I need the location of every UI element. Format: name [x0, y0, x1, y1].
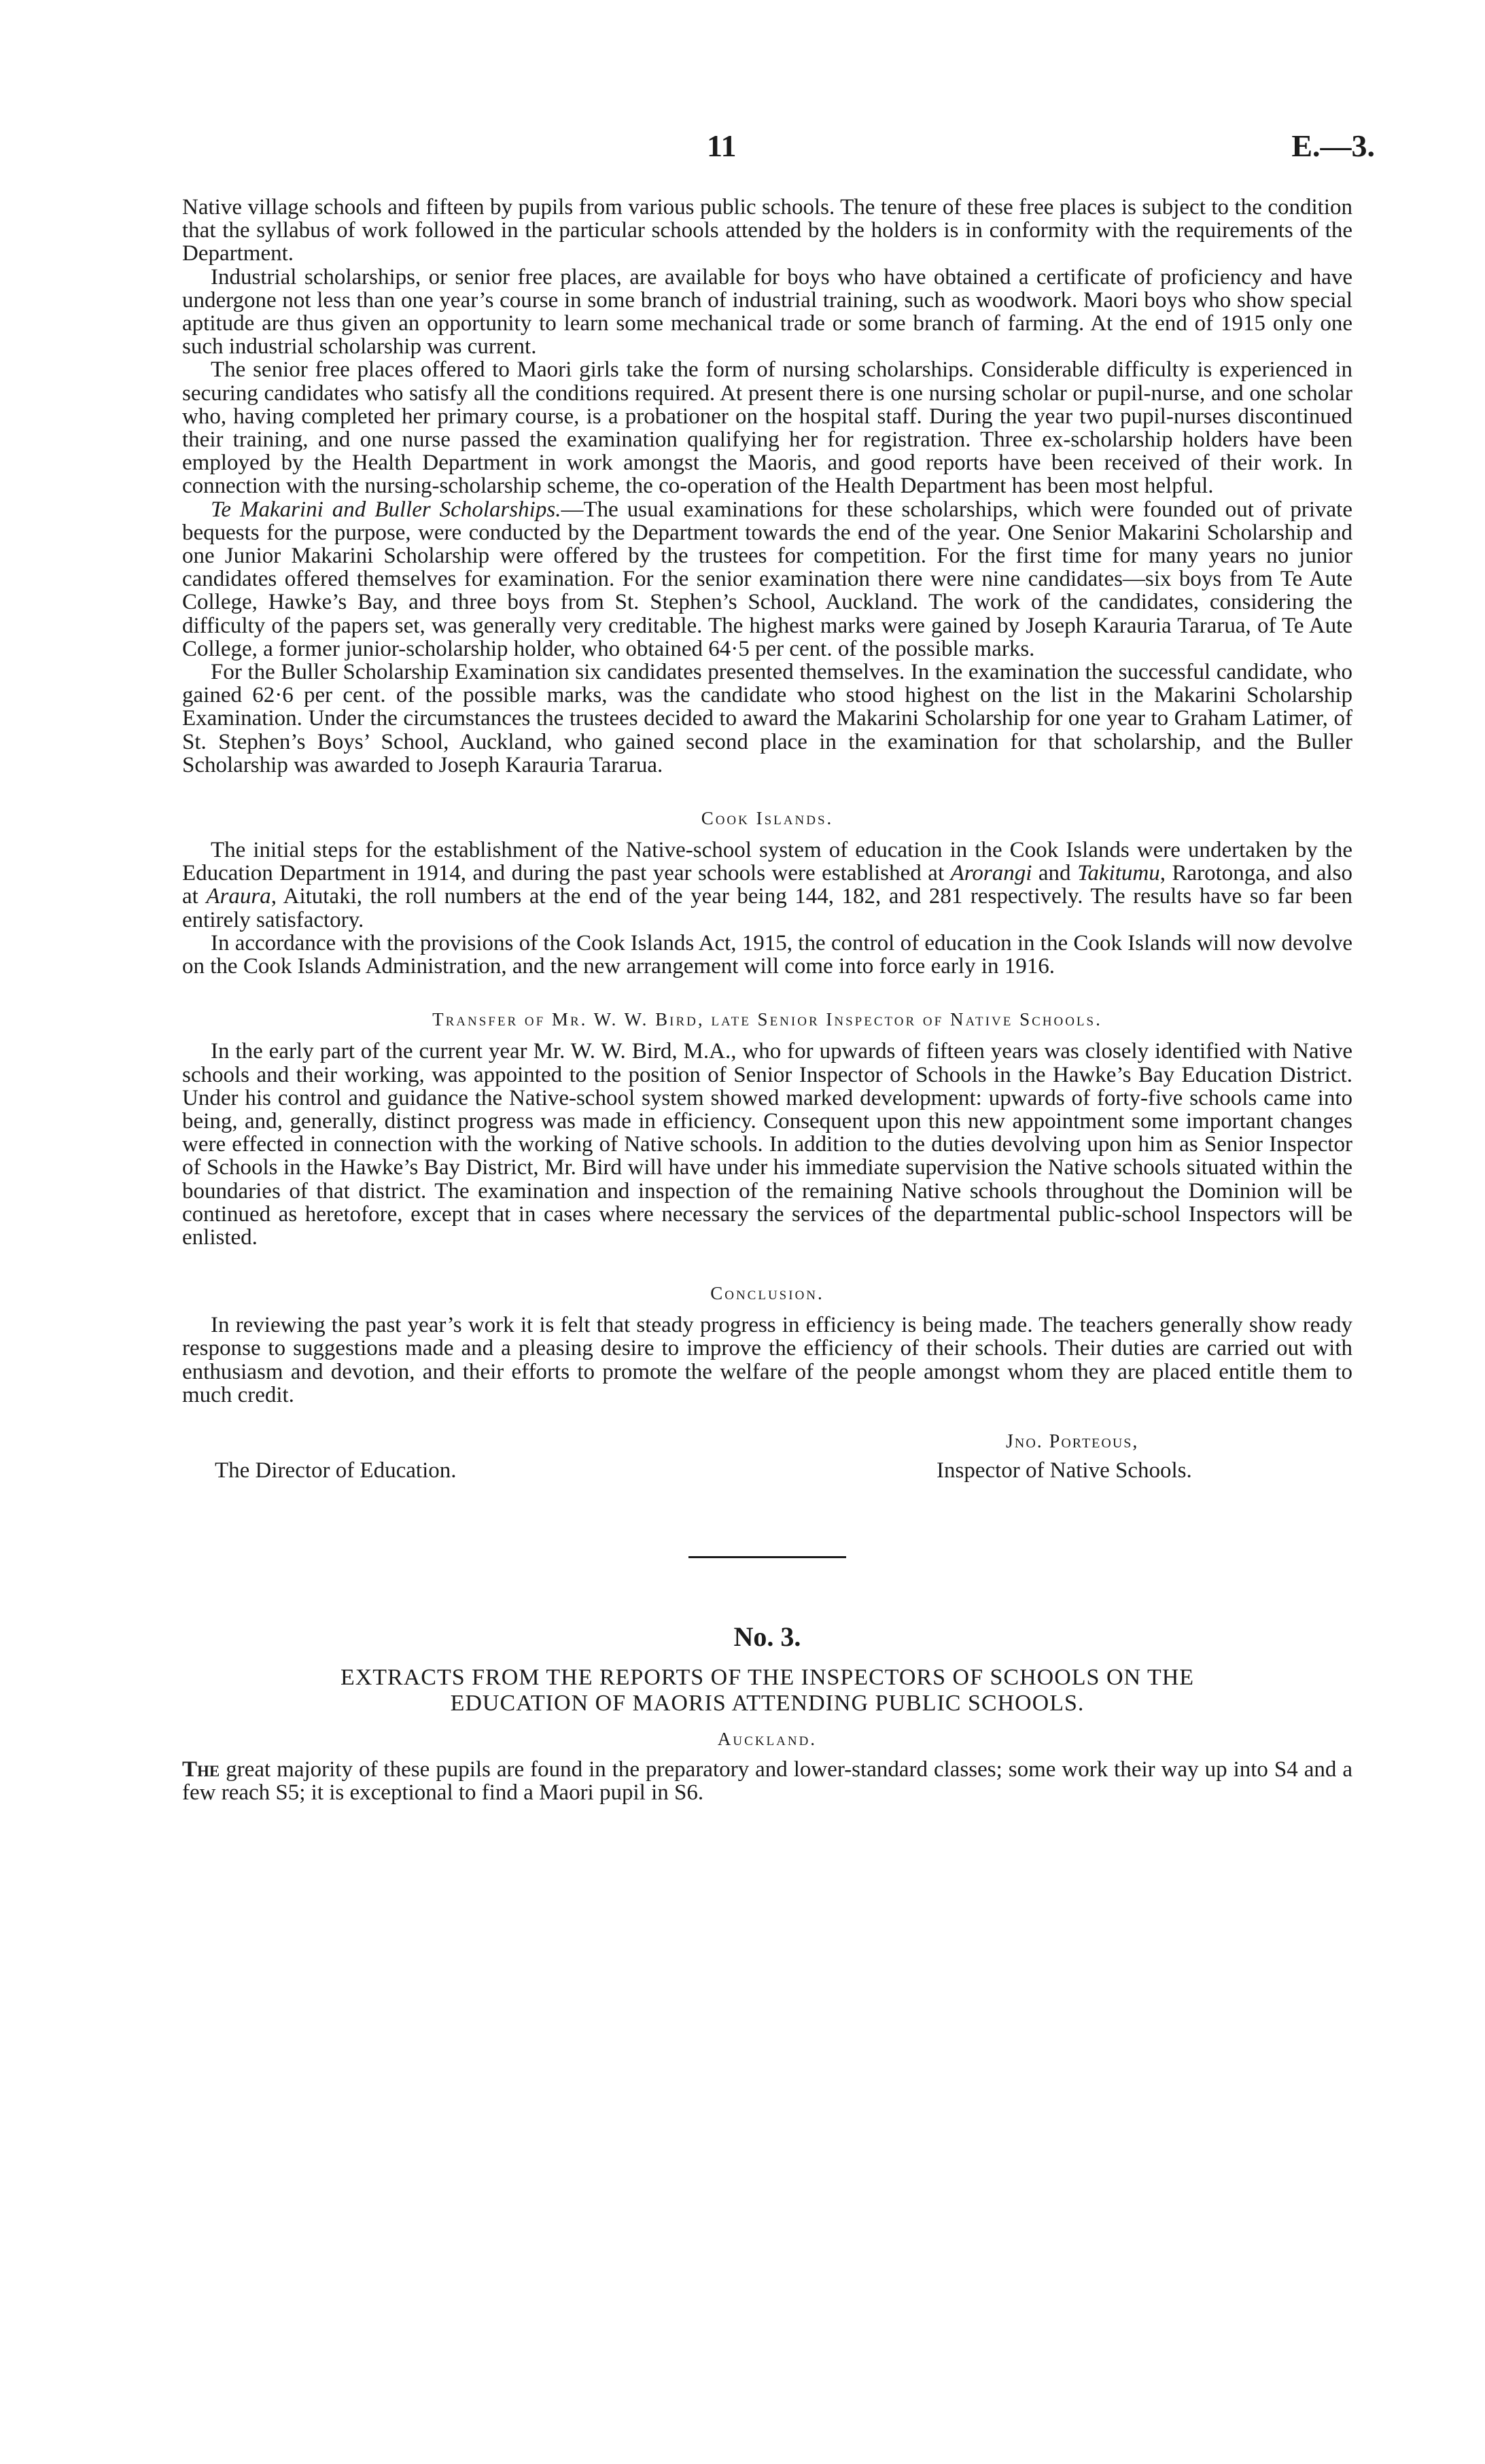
auckland-text: great majority of these pupils are found in the preparatory and lower-standard classes; some work their way up into S4 and a few reach S5; it is exceptional to find a Maori pupil in S6. [182, 1757, 1352, 1806]
signatory-name: Jno. Porteous, [1006, 1430, 1139, 1452]
addressee: The Director of Education. [215, 1458, 457, 1483]
paragraph-free-places-tenure: Native village schools and fifteen by pupils from various public schools. The tenure of these free places is subject to the condition that the syllabus of work followed in the particular schools attended by the holders is in conformity with the requirements of the Department. [182, 195, 1352, 266]
signature-block [182, 1431, 1352, 1496]
heading-conclusion: Conclusion. [710, 1283, 824, 1304]
body-text [182, 196, 1352, 1804]
paragraph-cook-islands-schools [182, 839, 1352, 932]
paragraph-conclusion: In reviewing the past year’s work it is felt that steady progress in efficiency is being made. The teachers generally show ready response to suggestions made and a pleasing desire to improve the efficiency of their schools. Their duties are carried out with enthusiasm and devotion, and their efforts to promote the welfare of the people amongst whom they are placed entitle them to much credit. [182, 1313, 1352, 1407]
makarini-buller-text: —The usual examinations for these scholarships, which were founded out of private bequests for the purpose, were conducted by the Department towards the end of the year. One Senior Makarini Scholarship and one Junior Makarini Scholarship were offered by the trustees for competition. For the first time for many years no junior candidates offered themselves for examination. For the senior examination there were nine candidates—six boys from Te Aute College, Hawke’s Bay, and three boys from St. Stephen’s School, Auckland. The work of the candidates, considering the difficulty of the papers set, was generally very creditable. The highest marks were gained by Joseph Karauria Tararua, of Te Aute College, a former junior-scholarship holder, who obtained 64·5 per cent. of the possible marks. [182, 497, 1352, 661]
section-number: No. 3. [733, 1621, 801, 1652]
auckland-lead-word: The [182, 1757, 220, 1782]
makarini-buller-lead: Te Makarini and Buller Scholarships. [211, 497, 561, 522]
paragraph-transfer-bird: In the early part of the current year Mr. W. W. Bird, M.A., who for upwards of fifteen years was closely identified with Native schools and their working, was appointed to the position of Senior Inspector of Schools in the Hawke’s Bay Education District. Under his control and guidance the Native-school system showed marked development: upwards of forty-five schools came into being, and, generally, distinct progress was made in efficiency. Consequent upon this new appointment some important changes were effected in connection with the working of Native schools. In addition to the duties devolving upon him as Senior Inspector of Schools in the Hawke’s Bay District, Mr. Bird will have under his immediate supervision the Native schools situated within the boundaries of that district. The examination and inspection of the remaining Native schools throughout the Dominion will be continued as heretofore, except that in cases where necessary the services of the departmental public-school Inspectors will be enlisted. [182, 1039, 1352, 1250]
cook-text-d: , Aitutaki, the roll numbers at the end of the year being 144, 182, and 281 respectively. The results have so far been entirely satisfactory. [182, 884, 1352, 932]
page-header [0, 128, 1485, 175]
document-code: E.—3. [1291, 128, 1375, 163]
signatory-title: Inspector of Native Schools. [937, 1458, 1192, 1483]
paragraph-buller-examination: For the Buller Scholarship Examination six candidates presented themselves. In the examination the successful candidate, who gained 62·6 per cent. of the possible marks, was the candidate who stood highest on the list in the Makarini Scholarship Examination. Under the circumstances the trustees decided to award the Makarini Scholarship for one year to Graham Latimer, of St. Stephen’s Boys’ School, Auckland, who gained second place in the examination for that scholarship, and the Buller Scholarship was awarded to Joseph Karauria Tararua. [182, 660, 1352, 777]
page-number: 11 [707, 128, 737, 163]
paragraph-auckland [182, 1758, 1352, 1804]
paragraph-industrial-scholarships: Industrial scholarships, or senior free places, are available for boys who have obtained a certificate of proficiency and have undergone not less than one year’s course in some branch of industrial training, such as woodwork. Maori boys who show special aptitude are thus given an opportunity to learn some mechanical trade or some branch of farming. At the end of 1915 only one such industrial scholarship was current. [182, 264, 1352, 359]
section-divider [688, 1556, 846, 1558]
paragraph-cook-islands-act: In accordance with the provisions of the Cook Islands Act, 1915, the control of education in the Cook Islands will now devolve on the Cook Islands Administration, and the new arrangement will come into force early in 1916. [182, 930, 1352, 979]
heading-auckland: Auckland. [717, 1728, 818, 1749]
paragraph-nursing-scholarships: The senior free places offered to Maori girls take the form of nursing scholarships. Considerable difficulty is experienced in securing candidates who satisfy all the conditions required. At present there is one nursing scholar or pupil-nurse, and one scholar who, having completed her primary course, is a probationer on the hospital staff. During the year two pupil-nurses discontinued their training, and one nurse passed the examination qualifying her for registration. Three ex-scholarship holders have been employed by the Health Department in work amongst the Maoris, and good reports have been received of their work. In connection with the nursing-scholarship scheme, the co-operation of the Health Department has been most helpful. [182, 357, 1352, 499]
cook-school-arorangi: Arorangi [950, 861, 1032, 886]
cook-text-b: and [1032, 861, 1078, 886]
heading-transfer-bird: Transfer of Mr. W. W. Bird, late Senior Inspector of Native Schools. [432, 1009, 1102, 1030]
heading-cook-islands: Cook Islands. [701, 808, 834, 829]
paragraph-makarini-buller [182, 498, 1352, 661]
cook-school-araura: Araura [206, 884, 271, 909]
cook-school-takitumu: Takitumu [1077, 861, 1160, 886]
cook-text-a: The initial steps for the establishment of the Native-school system of education in the Cook Islands were undertaken by the Education Department in 1914, and during the past year schools were established at [182, 838, 1352, 886]
section-title-line-1: EXTRACTS FROM THE REPORTS OF THE INSPECTORS OF SCHOOLS ON THE [340, 1664, 1195, 1690]
section-title-line-2: EDUCATION OF MAORIS ATTENDING PUBLIC SCHOOLS. [450, 1690, 1085, 1716]
cook-text-c: , Rarotonga, and also at [182, 861, 1352, 909]
